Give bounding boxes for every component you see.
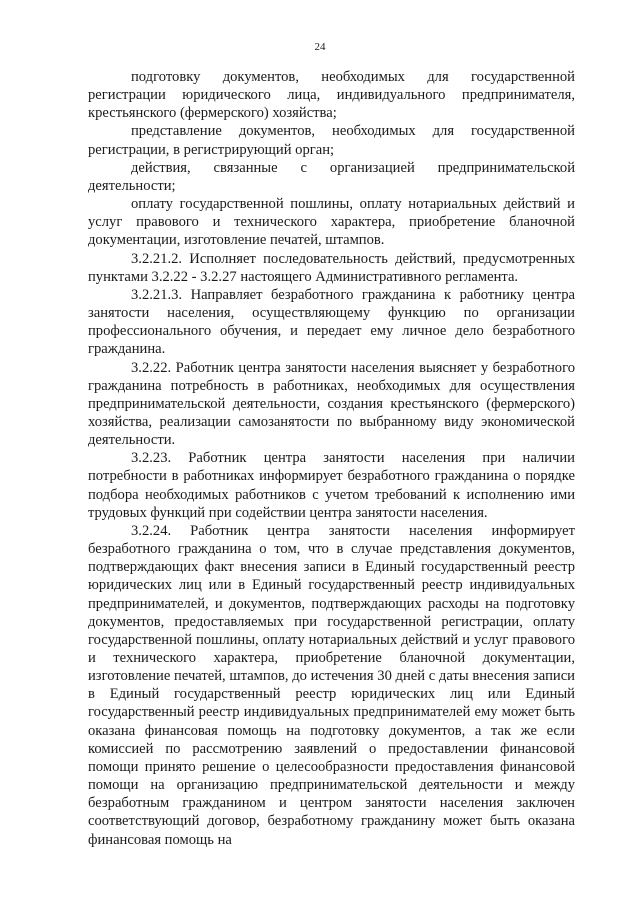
- document-body: [88, 68, 575, 849]
- page-number: 24: [314, 41, 326, 53]
- paragraph: подготовку документов, необходимых для государственной регистрации юридического лица, индивидуального предпринимателя, крестьянского (фермерского) хозяйства;: [88, 69, 575, 122]
- paragraph: оплату государственной пошлины, оплату нотариальных действий и услуг правового и технического характера, приобретение бланочной документации, изготовление печатей, штампов.: [88, 196, 575, 249]
- paragraph: действия, связанные с организацией предпринимательской деятельности;: [88, 159, 575, 194]
- paragraph: 3.2.24. Работник центра занятости населения информирует безработного гражданина о том, что в случае представления документов, подтверждающих факт внесения записи в Единый государственный реестр юридических лиц или в Единый государственный реестр индивидуальных предпринимателей, и документов, подтверждающих расходы на подготовку документов, предоставляемых при государственной регистрации, оплату государственной пошлины, оплату нотариальных действий и услуг правового и технического характера, приобретение бланочной документации, изготовление печатей, штампов, до истечения 30 дней с даты внесения записи в Единый государственный реестр юридических лиц или Единый государственный реестр индивидуальных предпринимателей ему может быть оказана финансовая помощь на подготовку документов, а так же если комиссией по рассмотрению заявлений о предоставлении финансовой помощи принято решение о целесообразности предоставления финансовой помощи на организацию предпринимательской деятельности и между безработным гражданином и центром занятости населения заключен соответствующий договор, безработному гражданину может быть оказана финансовая помощь на: [88, 522, 575, 848]
- paragraph: 3.2.22. Работник центра занятости населения выясняет у безработного гражданина потребность в работниках, необходимых для осуществления предпринимательской деятельности, создания крестьянского (фермерского) хозяйства, реализации самозанятости по выбранному виду экономической деятельности.: [88, 359, 575, 449]
- paragraph: представление документов, необходимых для государственной регистрации, в регистрирующий орган;: [88, 123, 575, 158]
- paragraph: 3.2.21.2. Исполняет последовательность действий, предусмотренных пунктами 3.2.22 - 3.2.27 настоящего Административного регламента.: [88, 250, 575, 285]
- paragraph: 3.2.21.3. Направляет безработного гражданина к работнику центра занятости населения, осуществляющему функцию по организации профессионального обучения, и передает ему личное дело безработного гражданина.: [88, 286, 575, 358]
- paragraph: 3.2.23. Работник центра занятости населения при наличии потребности в работниках информирует безработного гражданина о порядке подбора необходимых работников с учетом требований к исполнению ими трудовых функций при содействии центра занятости населения.: [88, 450, 575, 521]
